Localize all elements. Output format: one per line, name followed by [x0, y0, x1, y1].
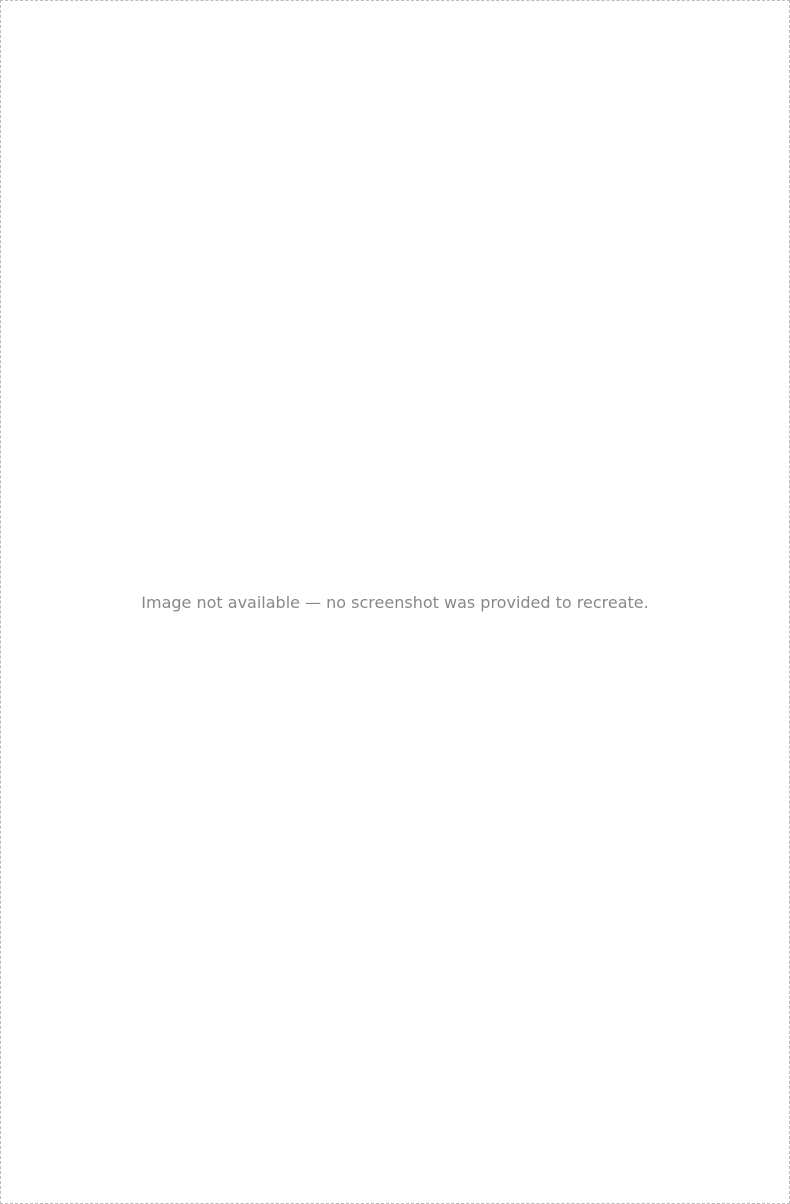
placeholder-message: Image not available — no screenshot was provided to recreate. [0, 0, 790, 1204]
